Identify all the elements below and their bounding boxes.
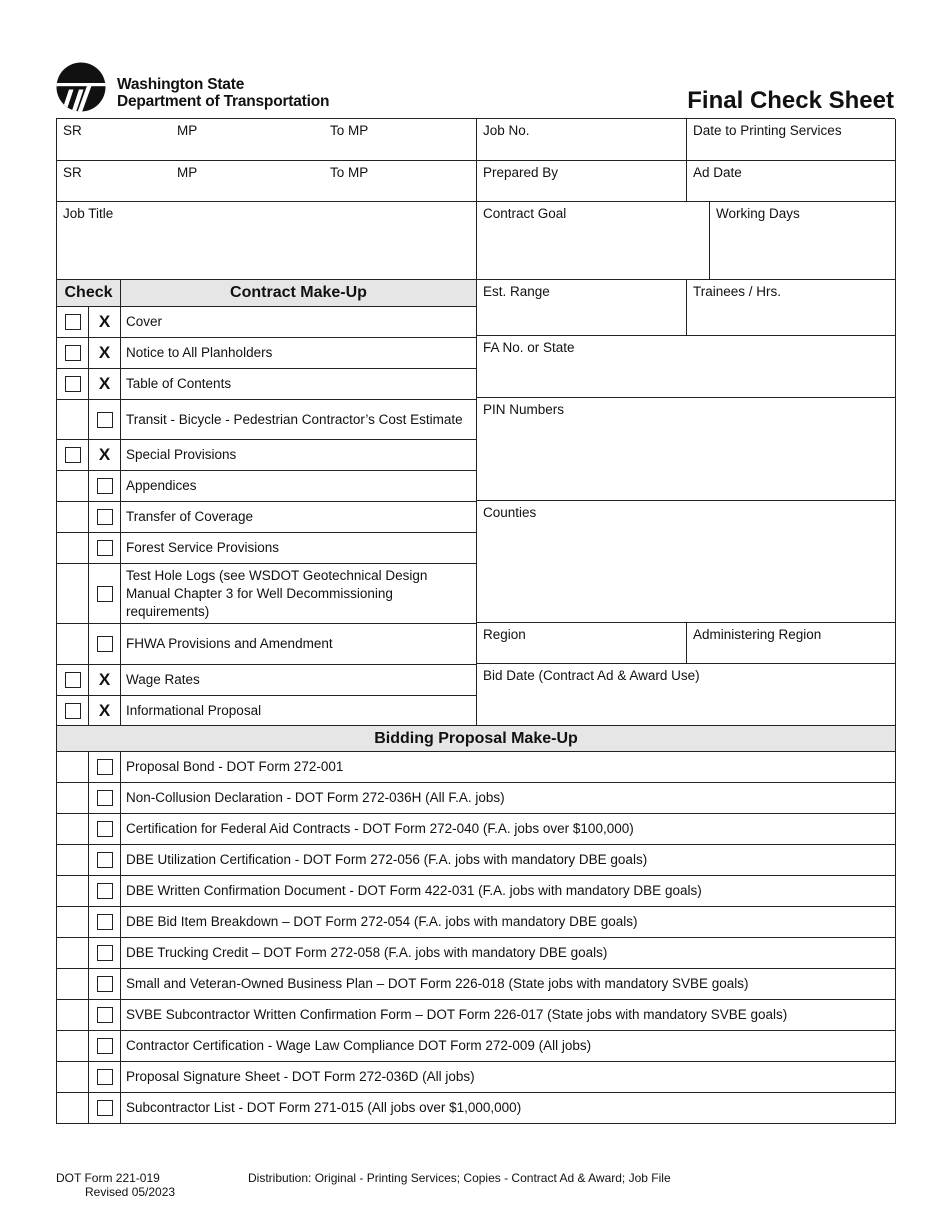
pin-numbers-field[interactable]	[477, 398, 896, 501]
counties-label: Counties	[483, 505, 537, 520]
distribution-note: Distribution: Original - Printing Services; Copies - Contract Ad & Award; Job File	[248, 1171, 671, 1185]
contract-item-row	[121, 369, 477, 400]
checkbox[interactable]	[65, 672, 81, 688]
agency-name-line2: Department of Transportation	[117, 93, 330, 110]
checkbox[interactable]	[97, 976, 113, 992]
contract-goal-label: Contract Goal	[483, 206, 567, 221]
job-no-field[interactable]	[477, 119, 687, 161]
checkbox[interactable]	[65, 345, 81, 361]
fa-no-label: FA No. or State	[483, 340, 575, 355]
item-check-cell	[89, 338, 121, 369]
bidding-item-label: Proposal Signature Sheet - DOT Form 272-036D (All jobs)	[126, 1069, 475, 1084]
region-label: Region	[483, 627, 526, 642]
sr-label-1: SR	[63, 123, 82, 138]
contract-item-label: Forest Service Provisions	[126, 540, 280, 555]
bidding-blank-cell	[57, 845, 89, 876]
bidding-check-cell	[89, 1062, 121, 1093]
required-check-cell	[57, 440, 89, 471]
ad-date-field[interactable]	[687, 161, 896, 202]
contract-item-row	[121, 533, 477, 564]
date-to-printing-field[interactable]	[687, 119, 896, 161]
required-check-cell	[57, 471, 89, 502]
bidding-check-cell	[89, 1000, 121, 1031]
bidding-check-cell	[89, 876, 121, 907]
fa-no-field[interactable]	[477, 336, 896, 398]
required-check-cell	[57, 400, 89, 440]
required-check-cell	[57, 369, 89, 400]
region-field[interactable]	[477, 623, 687, 664]
checkbox[interactable]	[97, 1007, 113, 1023]
bidding-item-row	[121, 969, 896, 1000]
bidding-item-row	[121, 845, 896, 876]
bidding-check-cell	[89, 938, 121, 969]
item-check-cell	[89, 624, 121, 665]
est-range-label: Est. Range	[483, 284, 550, 299]
bidding-check-cell	[89, 969, 121, 1000]
item-check-cell	[89, 440, 121, 471]
trainees-hrs-label: Trainees / Hrs.	[693, 284, 782, 299]
sr-mp-field-2[interactable]	[57, 161, 477, 202]
required-check-cell	[57, 502, 89, 533]
bidding-blank-cell	[57, 907, 89, 938]
bidding-blank-cell	[57, 814, 89, 845]
bid-date-field[interactable]	[477, 664, 896, 726]
contract-item-row	[121, 338, 477, 369]
contract-item-label: Cover	[126, 314, 163, 329]
counties-field[interactable]	[477, 501, 896, 623]
required-check-cell	[57, 338, 89, 369]
contract-item-label: FHWA Provisions and Amendment	[126, 636, 333, 651]
contract-makeup-header: Contract Make-Up	[121, 280, 477, 307]
item-check-cell	[89, 369, 121, 400]
checkbox[interactable]	[97, 821, 113, 837]
bidding-item-row	[121, 1062, 896, 1093]
bid-date-label: Bid Date (Contract Ad & Award Use)	[483, 668, 700, 683]
bidding-check-cell	[89, 845, 121, 876]
checkbox[interactable]	[97, 478, 113, 494]
page-title: Final Check Sheet	[687, 87, 894, 114]
bidding-item-label: Small and Veteran-Owned Business Plan – DOT Form 226-018 (State jobs with mandatory SVBE goals)	[126, 976, 749, 991]
bidding-item-row	[121, 907, 896, 938]
pin-numbers-label: PIN Numbers	[483, 402, 565, 417]
bidding-blank-cell	[57, 969, 89, 1000]
date-to-printing-label: Date to Printing Services	[693, 123, 842, 138]
bidding-item-row	[121, 876, 896, 907]
checkbox[interactable]	[97, 945, 113, 961]
ad-date-label: Ad Date	[693, 165, 742, 180]
bidding-item-label: DBE Written Confirmation Document - DOT Form 422-031 (F.A. jobs with mandatory DBE goals)	[126, 883, 702, 898]
contract-item-label: Transit - Bicycle - Pedestrian Contractor’s Cost Estimate	[126, 411, 463, 427]
contract-item-row	[121, 564, 477, 624]
agency-name-line1: Washington State	[117, 76, 245, 93]
contract-item-label: Notice to All Planholders	[126, 345, 273, 360]
working-days-field[interactable]	[710, 202, 896, 280]
x-mark-icon: X	[98, 445, 111, 464]
checkbox[interactable]	[97, 1069, 113, 1085]
checkbox[interactable]	[97, 759, 113, 775]
sr-label-2: SR	[63, 165, 82, 180]
checkbox[interactable]	[97, 509, 113, 525]
to-mp-label-1: To MP	[330, 123, 369, 138]
bidding-blank-cell	[57, 876, 89, 907]
required-check-cell	[57, 665, 89, 696]
bidding-item-label: Subcontractor List - DOT Form 271-015 (All jobs over $1,000,000)	[126, 1100, 522, 1115]
checkbox[interactable]	[97, 1100, 113, 1116]
checkbox[interactable]	[97, 914, 113, 930]
bidding-proposal-header: Bidding Proposal Make-Up	[57, 726, 896, 752]
checkbox[interactable]	[97, 883, 113, 899]
bidding-blank-cell	[57, 752, 89, 783]
checkbox[interactable]	[97, 540, 113, 556]
contract-item-label: Transfer of Coverage	[126, 509, 254, 524]
trainees-hrs-field[interactable]	[687, 280, 896, 336]
bidding-blank-cell	[57, 1093, 89, 1124]
working-days-label: Working Days	[716, 206, 800, 221]
bidding-item-label: DBE Utilization Certification - DOT Form 272-056 (F.A. jobs with mandatory DBE goals)	[126, 852, 648, 867]
required-check-cell	[57, 624, 89, 665]
contract-item-row	[121, 624, 477, 665]
item-check-cell	[89, 696, 121, 726]
job-title-label: Job Title	[63, 206, 114, 221]
checkbox[interactable]	[65, 703, 81, 719]
bidding-item-label: Proposal Bond - DOT Form 272-001	[126, 759, 344, 774]
bidding-blank-cell	[57, 938, 89, 969]
bidding-item-label: DBE Trucking Credit – DOT Form 272-058 (F.A. jobs with mandatory DBE goals)	[126, 945, 608, 960]
bidding-item-row	[121, 1000, 896, 1031]
item-check-cell	[89, 400, 121, 440]
bidding-blank-cell	[57, 783, 89, 814]
contract-item-label: Appendices	[126, 478, 197, 493]
contract-item-row	[121, 502, 477, 533]
est-range-field[interactable]	[477, 280, 687, 336]
checkbox[interactable]	[65, 376, 81, 392]
bidding-item-row	[121, 1093, 896, 1124]
checkbox[interactable]	[97, 412, 113, 428]
bidding-item-label: Contractor Certification - Wage Law Compliance DOT Form 272-009 (All jobs)	[126, 1038, 592, 1053]
contract-item-row	[121, 440, 477, 471]
job-title-field[interactable]	[57, 202, 477, 280]
wsdot-emblem-icon	[56, 62, 106, 112]
x-mark-icon: X	[98, 343, 111, 362]
bidding-blank-cell	[57, 1062, 89, 1093]
contract-item-row	[121, 307, 477, 338]
item-check-cell	[89, 564, 121, 624]
bidding-check-cell	[89, 752, 121, 783]
checkbox[interactable]	[65, 314, 81, 330]
checkbox[interactable]	[97, 790, 113, 806]
check-column-header: Check	[57, 280, 121, 307]
bidding-check-cell	[89, 907, 121, 938]
bidding-item-row	[121, 1031, 896, 1062]
required-check-cell	[57, 696, 89, 726]
contract-item-label: Informational Proposal	[126, 702, 262, 718]
item-check-cell	[89, 307, 121, 338]
contract-item-label: Wage Rates	[126, 672, 200, 687]
contract-item-row	[121, 696, 477, 726]
bidding-item-row	[121, 938, 896, 969]
x-mark-icon: X	[98, 700, 111, 720]
prepared-by-label: Prepared By	[483, 165, 559, 180]
bidding-item-row	[121, 783, 896, 814]
bidding-item-label: SVBE Subcontractor Written Confirmation Form – DOT Form 226-017 (State jobs with mandatory SVBE goals)	[126, 1007, 788, 1022]
bidding-item-label: DBE Bid Item Breakdown – DOT Form 272-054 (F.A. jobs with mandatory DBE goals)	[126, 914, 638, 929]
mp-label-1: MP	[177, 123, 198, 138]
form-number: DOT Form 221-019	[56, 1171, 160, 1185]
bidding-item-label: Non-Collusion Declaration - DOT Form 272-036H (All F.A. jobs)	[126, 790, 505, 805]
mp-label-2: MP	[177, 165, 198, 180]
final-check-sheet-form	[56, 118, 895, 1124]
bidding-item-row	[121, 752, 896, 783]
bidding-check-cell	[89, 1093, 121, 1124]
administering-region-label: Administering Region	[693, 627, 822, 642]
sr-mp-field-1[interactable]	[57, 119, 477, 161]
revised-date: Revised 05/2023	[85, 1185, 176, 1199]
item-check-cell	[89, 665, 121, 696]
contract-item-row	[121, 400, 477, 440]
required-check-cell	[57, 307, 89, 338]
prepared-by-field[interactable]	[477, 161, 687, 202]
contract-item-row	[121, 471, 477, 502]
bidding-check-cell	[89, 783, 121, 814]
checkbox[interactable]	[97, 852, 113, 868]
x-mark-icon: X	[98, 312, 111, 331]
item-check-cell	[89, 502, 121, 533]
required-check-cell	[57, 533, 89, 564]
bidding-check-cell	[89, 1031, 121, 1062]
wsdot-logo	[56, 62, 376, 112]
bidding-item-label: Certification for Federal Aid Contracts - DOT Form 272-040 (F.A. jobs over $100,000)	[126, 821, 634, 836]
checkbox[interactable]	[97, 586, 113, 602]
x-mark-icon: X	[98, 670, 111, 689]
bidding-item-row	[121, 814, 896, 845]
bidding-blank-cell	[57, 1031, 89, 1062]
administering-region-field[interactable]	[687, 623, 896, 664]
bidding-check-cell	[89, 814, 121, 845]
contract-item-label: Test Hole Logs (see WSDOT Geotechnical Design Manual Chapter 3 for Well Decommissioning requirements)	[126, 567, 428, 619]
item-check-cell	[89, 471, 121, 502]
bidding-blank-cell	[57, 1000, 89, 1031]
contract-item-row	[121, 665, 477, 696]
checkbox[interactable]	[97, 1038, 113, 1054]
contract-item-label: Table of Contents	[126, 376, 232, 391]
required-check-cell	[57, 564, 89, 624]
contract-item-label: Special Provisions	[126, 447, 237, 462]
item-check-cell	[89, 533, 121, 564]
x-mark-icon: X	[98, 374, 111, 393]
to-mp-label-2: To MP	[330, 165, 369, 180]
checkbox[interactable]	[97, 636, 113, 652]
contract-goal-field[interactable]	[477, 202, 710, 280]
checkbox[interactable]	[65, 447, 81, 463]
job-no-label: Job No.	[483, 123, 530, 138]
